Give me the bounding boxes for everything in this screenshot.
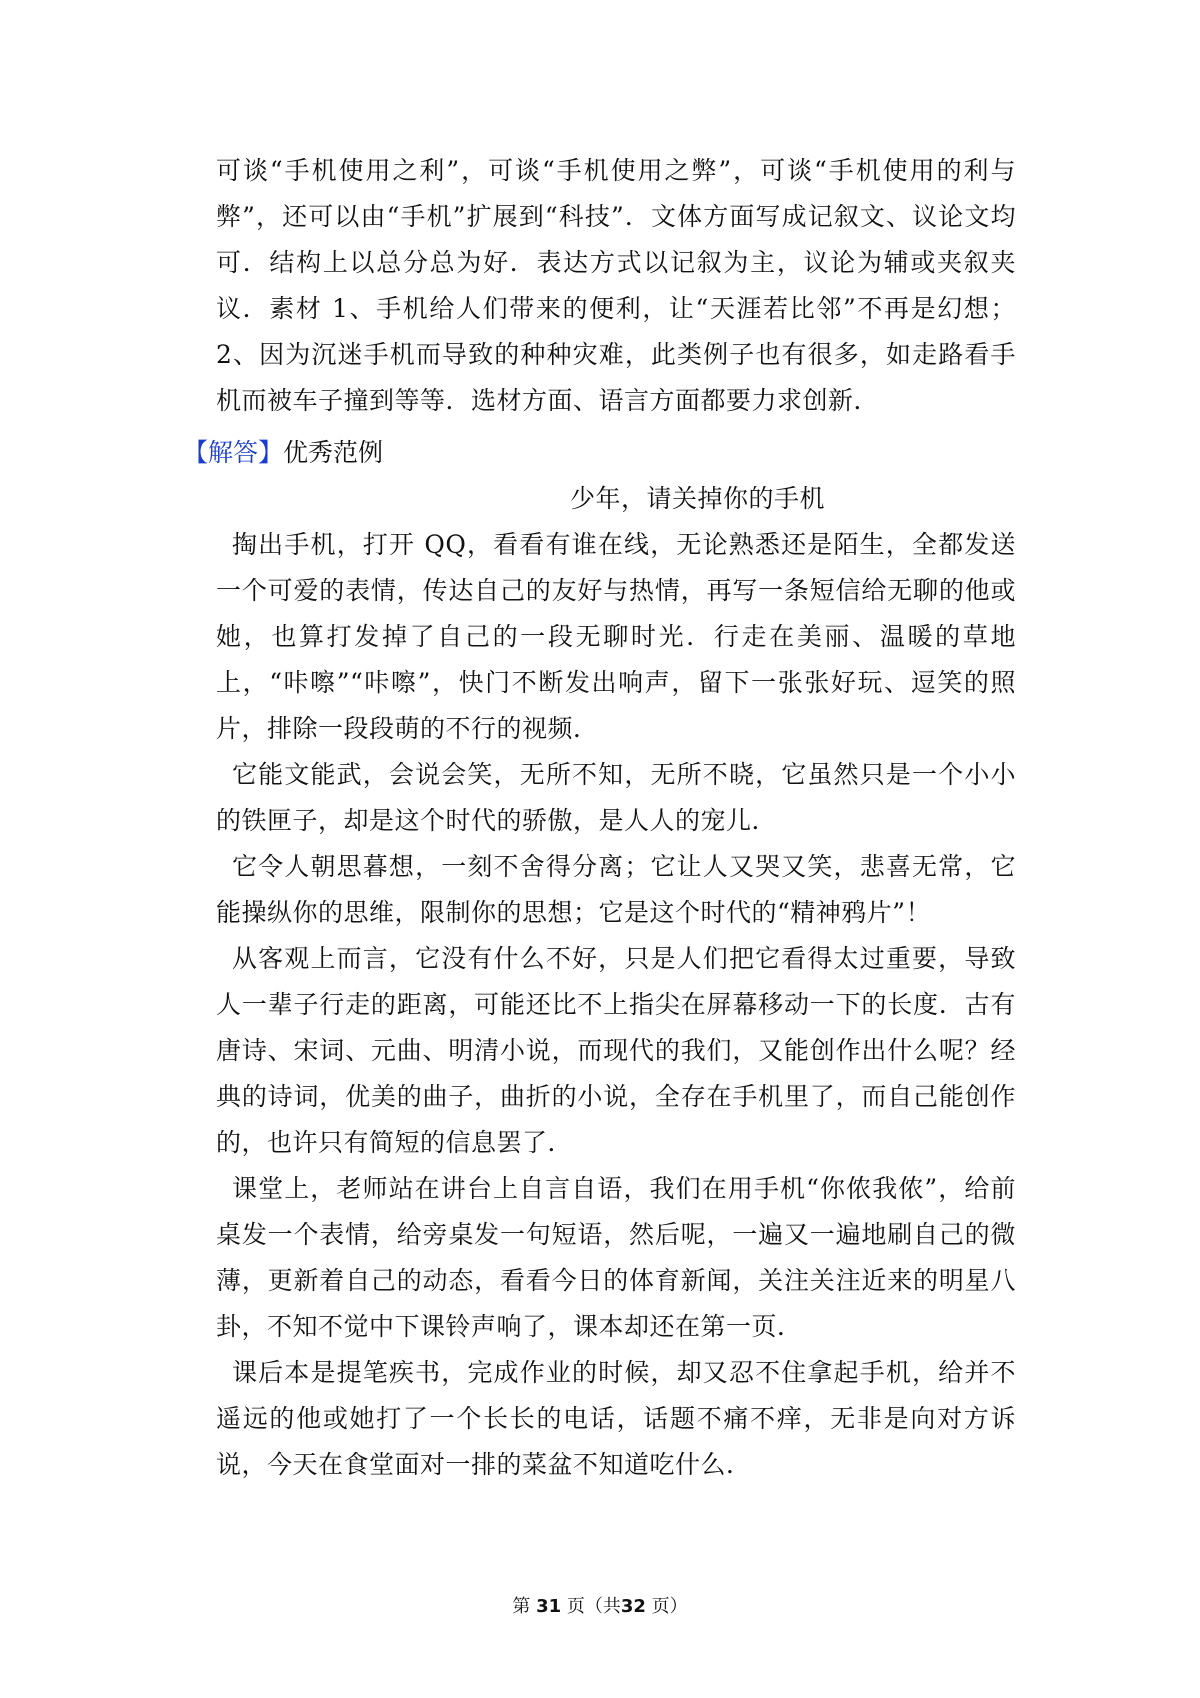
answer-label: 【解答】 xyxy=(183,438,284,467)
page-footer xyxy=(0,1592,1200,1618)
answer-text: 优秀范例 xyxy=(283,438,384,467)
essay-paragraph: 掏出手机，打开 QQ，看看有谁在线，无论熟悉还是陌生，全都发送一个可爱的表情，传达自己的友好与热情，再写一条短信给无聊的他或她，也算打发掉了自己的一段无聊时光．行走在美丽、温暖的草地上，“咔嚓”“咔嚓”，快门不断发出响声，留下一张张好玩、逗笑的照片，排除一段段萌的不行的视频． xyxy=(216,530,1016,743)
essay-paragraph: 它令人朝思暮想，一刻不舍得分离；它让人又哭又笑，悲喜无常，它能操纵你的思维，限制你的思想；它是这个时代的“精神鸦片”！ xyxy=(216,852,1016,927)
footer-middle: 页（共 xyxy=(566,1596,621,1617)
essay-paragraph: 课后本是提笔疾书，完成作业的时候，却又忍不住拿起手机，给并不遥远的他或她打了一个长长的电话，话题不痛不痒，无非是向对方诉说，今天在食堂面对一排的菜盆不知道吃什么． xyxy=(216,1358,1016,1479)
essay-body xyxy=(216,522,1016,1488)
essay-paragraph: 从客观上而言，它没有什么不好，只是人们把它看得太过重要，导致人一辈子行走的距离，可能还比不上指尖在屏幕移动一下的长度．古有唐诗、宋词、元曲、明清小说，而现代的我们，又能创作出什么呢？经典的诗词，优美的曲子，曲折的小说，全存在手机里了，而自己能创作的，也许只有简短的信息罢了． xyxy=(216,944,1016,1157)
essay-title: 少年，请关掉你的手机 xyxy=(570,484,826,513)
essay-paragraph: 课堂上，老师站在讲台上自言自语，我们在用手机“你侬我侬”，给前桌发一个表情，给旁桌发一句短语，然后呢，一遍又一遍地刷自己的微薄，更新着自己的动态，看看今日的体育新闻，关注关注近来的明星八卦，不知不觉中下课铃声响了，课本却还在第一页． xyxy=(216,1174,1016,1341)
analysis-paragraph: 可谈“手机使用之利”，可谈“手机使用之弊”，可谈“手机使用的利与弊”，还可以由“手机”扩展到“科技”．文体方面写成记叙文、议论文均可．结构上以总分总为好．表达方式以记叙为主，议论为辅或夹叙夹议．素材 1、手机给人们带来的便利，让“天涯若比邻”不再是幻想；2、因为沉迷手机而导致的种种灾难，此类例子也有很多，如走路看手机而被车子撞到等等．选材方面、语言方面都要力求创新． xyxy=(216,156,1016,415)
footer-prefix: 第 xyxy=(512,1596,531,1617)
essay-paragraph: 它能文能武，会说会笑，无所不知，无所不晓，它虽然只是一个小小的铁匣子，却是这个时代的骄傲，是人人的宠儿． xyxy=(216,760,1016,835)
answer-line xyxy=(183,430,383,476)
footer-page-number: 31 xyxy=(536,1596,562,1617)
footer-suffix: 页） xyxy=(651,1596,688,1617)
footer-total-pages: 32 xyxy=(620,1596,646,1617)
